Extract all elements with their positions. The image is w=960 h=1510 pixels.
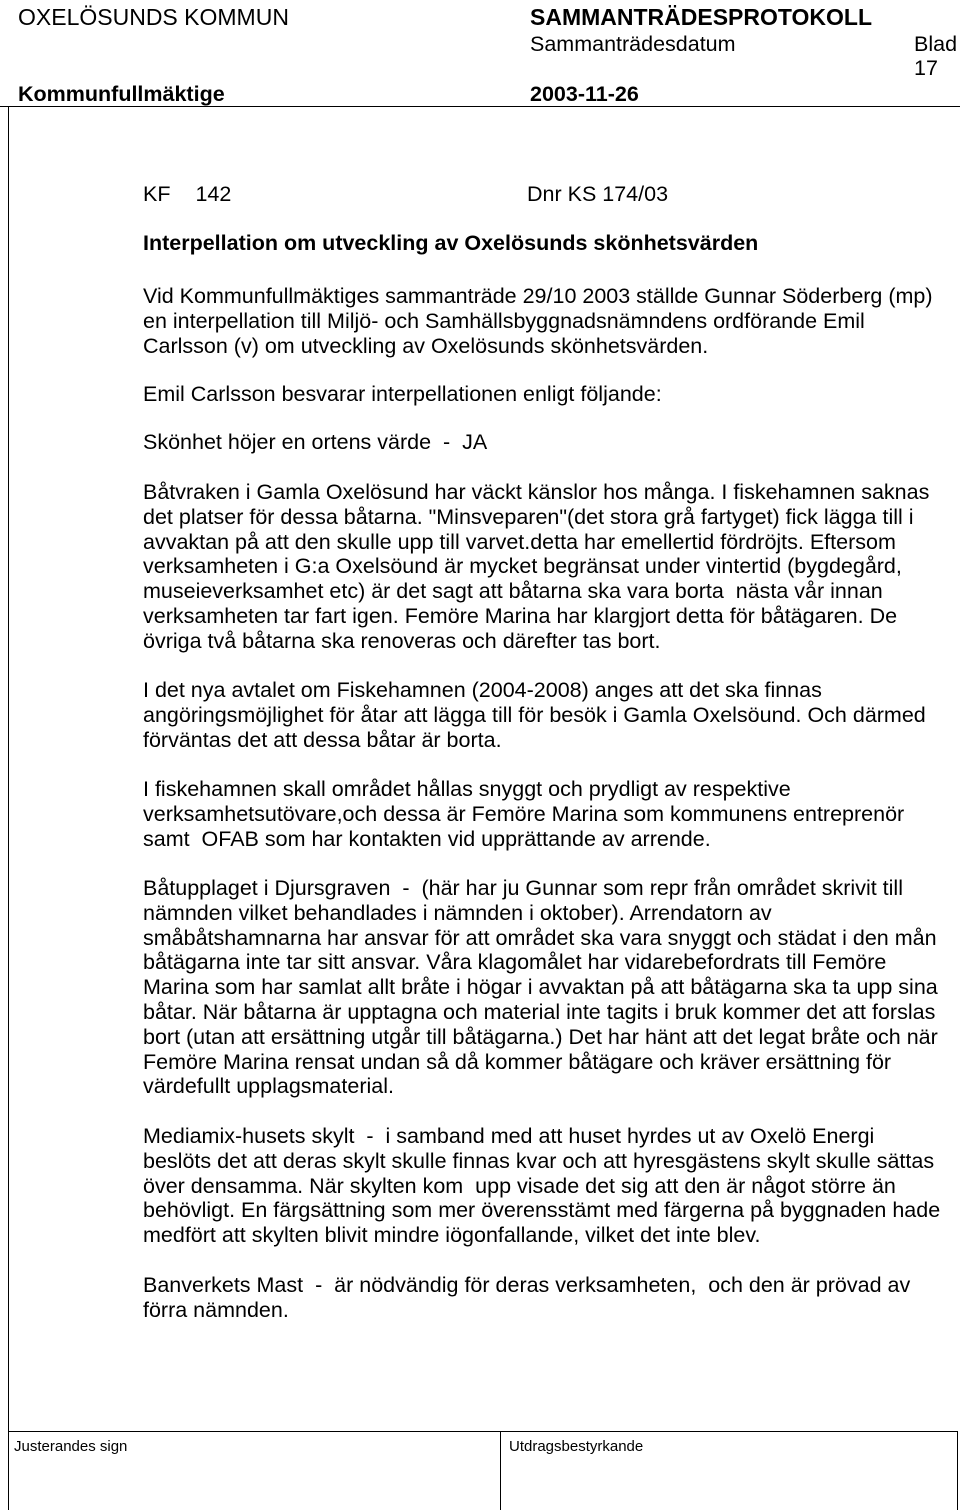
footer-divider	[500, 1431, 501, 1510]
paragraph-line: I det nya avtalet om Fiskehamnen (2004-2008) anges att det ska finnas	[143, 678, 822, 702]
left-margin-rule	[8, 106, 9, 1510]
paragraph-beauty-statement	[143, 430, 487, 455]
footer-rule	[8, 1431, 958, 1432]
paragraph-line: en interpellation till Miljö- och Samhällsbyggnadsnämndens ordförande Emil	[143, 308, 865, 333]
paragraph-line: nämnden vilket behandlades i nämnden i oktober). Arrendatorn av	[143, 900, 772, 925]
paragraph-line: småbåtshamnarna har ansvar för att området ska vara snyggt och städat i den mån	[143, 925, 937, 950]
paragraph-line: verksamhetsutövare,och dessa är Femöre Marina som kommunens entreprenör	[143, 801, 905, 826]
paragraph-line: Vid Kommunfullmäktiges sammanträde 29/10 2003 ställde Gunnar Söderberg (mp)	[143, 284, 933, 308]
paragraph-boat-storage	[143, 876, 938, 1099]
signature-label: Justerandes sign	[14, 1438, 128, 1455]
document-type: SAMMANTRÄDESPROTOKOLL	[530, 4, 873, 30]
paragraph-line: förra nämnden.	[143, 1297, 289, 1322]
paragraph-line: Carlsson (v) om utveckling av Oxelösunds skönhetsvärden.	[143, 333, 709, 358]
paragraph-line: avvaktan på att den skulle upp till varvet.detta har emellertid fördröjts. Eftersom	[143, 529, 896, 554]
paragraph-line: över densamma. När skylten kom upp visade det sig att den är något större än	[143, 1173, 896, 1198]
paragraph-line: Båtvraken i Gamla Oxelösund har väckt känslor hos många. I fiskehamnen saknas	[143, 480, 930, 504]
paragraph-line: det platser för dessa båtarna. "Minsveparen"(det stora grå fartyget) fick lägga till i	[143, 504, 914, 529]
paragraph-line: behövligt. En färgsättning som mer överensstämt med färgerna på byggnaden hade	[143, 1198, 941, 1223]
assembly-name: Kommunfullmäktige	[18, 82, 225, 106]
paragraph-line: förväntas det att dessa båtar är borta.	[143, 727, 502, 752]
paragraph-line: Mediamix-husets skylt - i samband med att huset hyrdes ut av Oxelö Energi	[143, 1124, 875, 1148]
meeting-date-label: Sammanträdesdatum	[530, 32, 736, 56]
paragraph-line: Banverkets Mast - är nödvändig för deras verksamheten, och den är prövad av	[143, 1273, 911, 1297]
paragraph-boat-wrecks	[143, 480, 929, 654]
paragraph-line: Skönhet höjer en ortens värde - JA	[143, 430, 488, 454]
diary-number-text: Dnr KS 174/03	[527, 182, 669, 206]
page-number: 17	[914, 56, 938, 80]
paragraph-line: båtar. När båtarna är upptagna och material inte tagits i bruk kommer det att forslas	[143, 999, 936, 1024]
page-label: Blad	[914, 32, 958, 56]
paragraph-response-intro	[143, 382, 662, 407]
item-number-text: KF 142	[143, 182, 232, 206]
paragraph-line: samt OFAB som har kontakten vid upprättande av arrende.	[143, 826, 711, 851]
paragraph-line: Båtupplaget i Djursgraven - (här har ju Gunnar som repr från området skrivit till	[143, 876, 903, 900]
paragraph-line: båtägarna inte tar sitt ansvar. Våra klagomålet har vidarebefordrats till Femöre	[143, 950, 887, 975]
paragraph-intro	[143, 284, 933, 358]
paragraph-harbour-agreement	[143, 678, 926, 752]
paragraph-line: beslöts det att deras skylt skulle finnas kvar och att hyresgästens skylt skulle sättas	[143, 1148, 935, 1173]
footer-right-rule	[957, 1431, 958, 1510]
paragraph-harbour-maintenance	[143, 777, 904, 851]
item-title-text: Interpellation om utveckling av Oxelösunds skönhetsvärden	[143, 231, 759, 255]
header-rule	[0, 106, 960, 107]
paragraph-line: I fiskehamnen skall området hållas snyggt och prydligt av respektive	[143, 777, 791, 801]
paragraph-line: värdefullt upplagsmaterial.	[143, 1074, 394, 1099]
certification-label: Utdragsbestyrkande	[509, 1438, 644, 1455]
paragraph-line: verksamheten i G:a Oxelsöund är mycket begränsat under vintertid (bygdegård,	[143, 554, 902, 579]
meeting-date: 2003-11-26	[530, 82, 639, 106]
paragraph-line: övriga två båtarna ska renoveras och därefter tas bort.	[143, 628, 661, 653]
paragraph-line: medfört att skylten blivit mindre iögonfallande, vilket det inte blev.	[143, 1223, 761, 1248]
paragraph-line: museieverksamhet etc) är det sagt att båtarna ska vara borta nästa vår innan	[143, 579, 883, 604]
diary-number	[527, 182, 668, 207]
paragraph-line: Femöre Marina rensat undan så då kommer båtägare och kräver ersättning för	[143, 1049, 892, 1074]
paragraph-line: verksamheten tar fart igen. Femöre Marina har klargjort detta för båtägaren. De	[143, 603, 898, 628]
paragraph-railway-mast	[143, 1273, 910, 1323]
item-number	[143, 182, 231, 207]
municipality-name: OXELÖSUNDS KOMMUN	[18, 4, 289, 30]
item-title	[143, 231, 758, 256]
paragraph-line: Emil Carlsson besvarar interpellationen enligt följande:	[143, 382, 662, 406]
paragraph-mediamix-sign	[143, 1124, 940, 1248]
paragraph-line: angöringsmöjlighet för åtar att lägga till för besök i Gamla Oxelsöund. Och därmed	[143, 702, 926, 727]
paragraph-line: Marina som har samlat allt bråte i högar i avvaktan på att båtägarna ska ta upp sina	[143, 975, 938, 1000]
paragraph-line: bort (utan att ersättning utgår till båtägarna.) Det har hänt att det legat bråte och när	[143, 1024, 938, 1049]
